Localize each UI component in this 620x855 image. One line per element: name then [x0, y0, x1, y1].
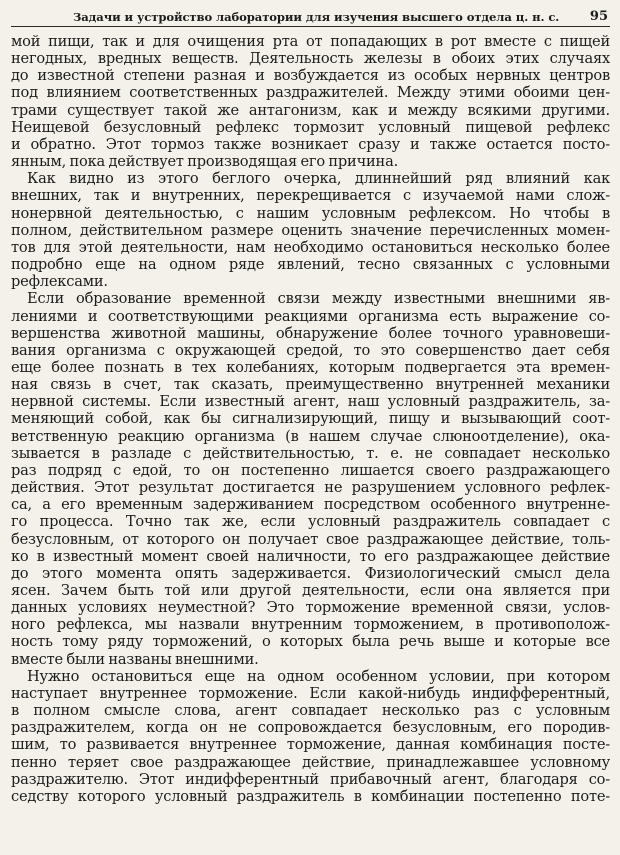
- text-line: безусловным, от которого он получает свое раздражающее действие, толь-: [11, 530, 610, 548]
- text-line: ветственную реакцию организма (в нашем случае слюноотделение), ока-: [11, 427, 610, 445]
- text-line: нервной системы. Если известный агент, наш условный раздражитель, за-: [11, 393, 610, 411]
- paragraph: [11, 668, 610, 805]
- text-line: ко в известный момент своей наличности, то его раздражающее действие: [11, 547, 610, 565]
- text-line: ного рефлекса, мы назвали внутренним торможением, в противополож-: [11, 616, 610, 634]
- paragraph: [11, 33, 610, 170]
- text-line: мой пищи, так и для очищения рта от попадающих в рот вместе с пищей: [11, 33, 610, 50]
- text-line: рефлексами.: [11, 273, 108, 291]
- text-line: наступает внутреннее торможение. Если какой-нибудь индифферентный,: [11, 684, 610, 702]
- text-line: раз подряд с едой, то он постепенно лишается своего раздражающего: [11, 461, 610, 479]
- text-line: нонервной деятельностью, с нашим условным рефлексом. Но чтобы в: [11, 204, 610, 222]
- text-line: седству которого условный раздражитель в комбинации постепенно поте-: [11, 787, 610, 805]
- text-line: до известной степени разная и возбуждается из особых нервных центров: [11, 67, 610, 85]
- text-line: зывается в разладе с действительностью, т. е. не совпадает несколько: [11, 444, 610, 462]
- text-line: и обратно. Этот тормоз также возникает сразу и также остается посто-: [11, 135, 610, 153]
- text-line: до этого момента опять задерживается. Физиологический смысл дела: [11, 564, 610, 582]
- text-line: ясен. Зачем быть той или другой деятельности, если она является при: [11, 582, 610, 599]
- paragraph: [11, 170, 610, 290]
- page-number: 95: [589, 9, 608, 24]
- text-line: пенно теряет свое раздражающее действие, принадлежавшее условному: [11, 753, 610, 771]
- text-line: Если образование временной связи между известными внешними яв-: [27, 290, 610, 308]
- text-line: подробно еще на одном ряде явлений, тесно связанных с условными: [11, 256, 610, 274]
- text-line: еще более познать в тех колебаниях, которым подвергается эта времен-: [11, 358, 610, 376]
- text-line: ная связь в счет, так сказать, преимущественно внутренней механики: [11, 376, 610, 394]
- text-line: полном, действительном размере оценить значение перечисленных момен-: [11, 221, 610, 239]
- text-line: ность тому ряду торможений, о которых была речь выше и которые все: [11, 633, 610, 651]
- text-line: Неищевой безусловный рефлекс тормозит условный пищевой рефлекс: [11, 118, 610, 136]
- text-line: лениями и соответствующими реакциями организма есть выражение со-: [11, 307, 610, 325]
- text-line: го процесса. Точно так же, если условный раздражитель совпадает с: [11, 513, 610, 531]
- text-line: внешних, так и внутренних, перекрещивается с изучаемой нами слож-: [11, 187, 610, 205]
- text-line: в полном смысле слова, агент совпадает несколько раз с условным: [11, 702, 610, 720]
- running-header: [11, 4, 610, 27]
- text-line: раздражителю. Этот индифферентный прибавочный агент, благодаря со-: [11, 770, 610, 788]
- text-line: под влиянием соответственных раздражителей. Между этими обоими цен-: [11, 84, 610, 102]
- text-line: Как видно из этого беглого очерка, длиннейший ряд влияний как: [27, 170, 610, 188]
- text-line: тов для этой деятельности, нам необходимо остановиться несколько более: [11, 238, 610, 256]
- text-line: меняющий собой, как бы сигнализирующий, пищу и вызывающий соот-: [11, 410, 610, 428]
- text-line: вания организма с окружающей средой, то это совершенство дает себя: [11, 341, 610, 359]
- text-line: раздражителем, когда он не сопровождается безусловным, его породив-: [11, 719, 610, 737]
- body-text: [11, 33, 610, 805]
- text-line: вместе были названы внешними.: [11, 650, 259, 668]
- text-line: шим, то развивается внутреннее торможение, данная комбинация посте-: [11, 736, 610, 754]
- text-line: Нужно остановиться еще на одном особенном условии, при котором: [27, 667, 610, 685]
- text-line: са, а его временным задерживанием посредством особенного внутренне-: [11, 496, 610, 514]
- text-line: вершенства животной машины, обнаружение более точного уравновеши-: [11, 324, 610, 342]
- text-line: негодных, вредных веществ. Деятельность железы в обоих этих случаях: [11, 50, 610, 68]
- text-line: действия. Этот результат достигается не разрушением условного рефлек-: [11, 479, 610, 497]
- text-line: данных условиях неуместной? Это торможение временной связи, услов-: [11, 599, 610, 617]
- paragraph: [11, 290, 610, 667]
- running-header-title: Задачи и устройство лаборатории для изучения высшего отдела ц. н. с.: [73, 10, 560, 24]
- text-line: трами существует такой же антагонизм, как и между всякими другими.: [11, 101, 610, 119]
- text-line: янным, пока действует производящая его причина.: [11, 153, 399, 171]
